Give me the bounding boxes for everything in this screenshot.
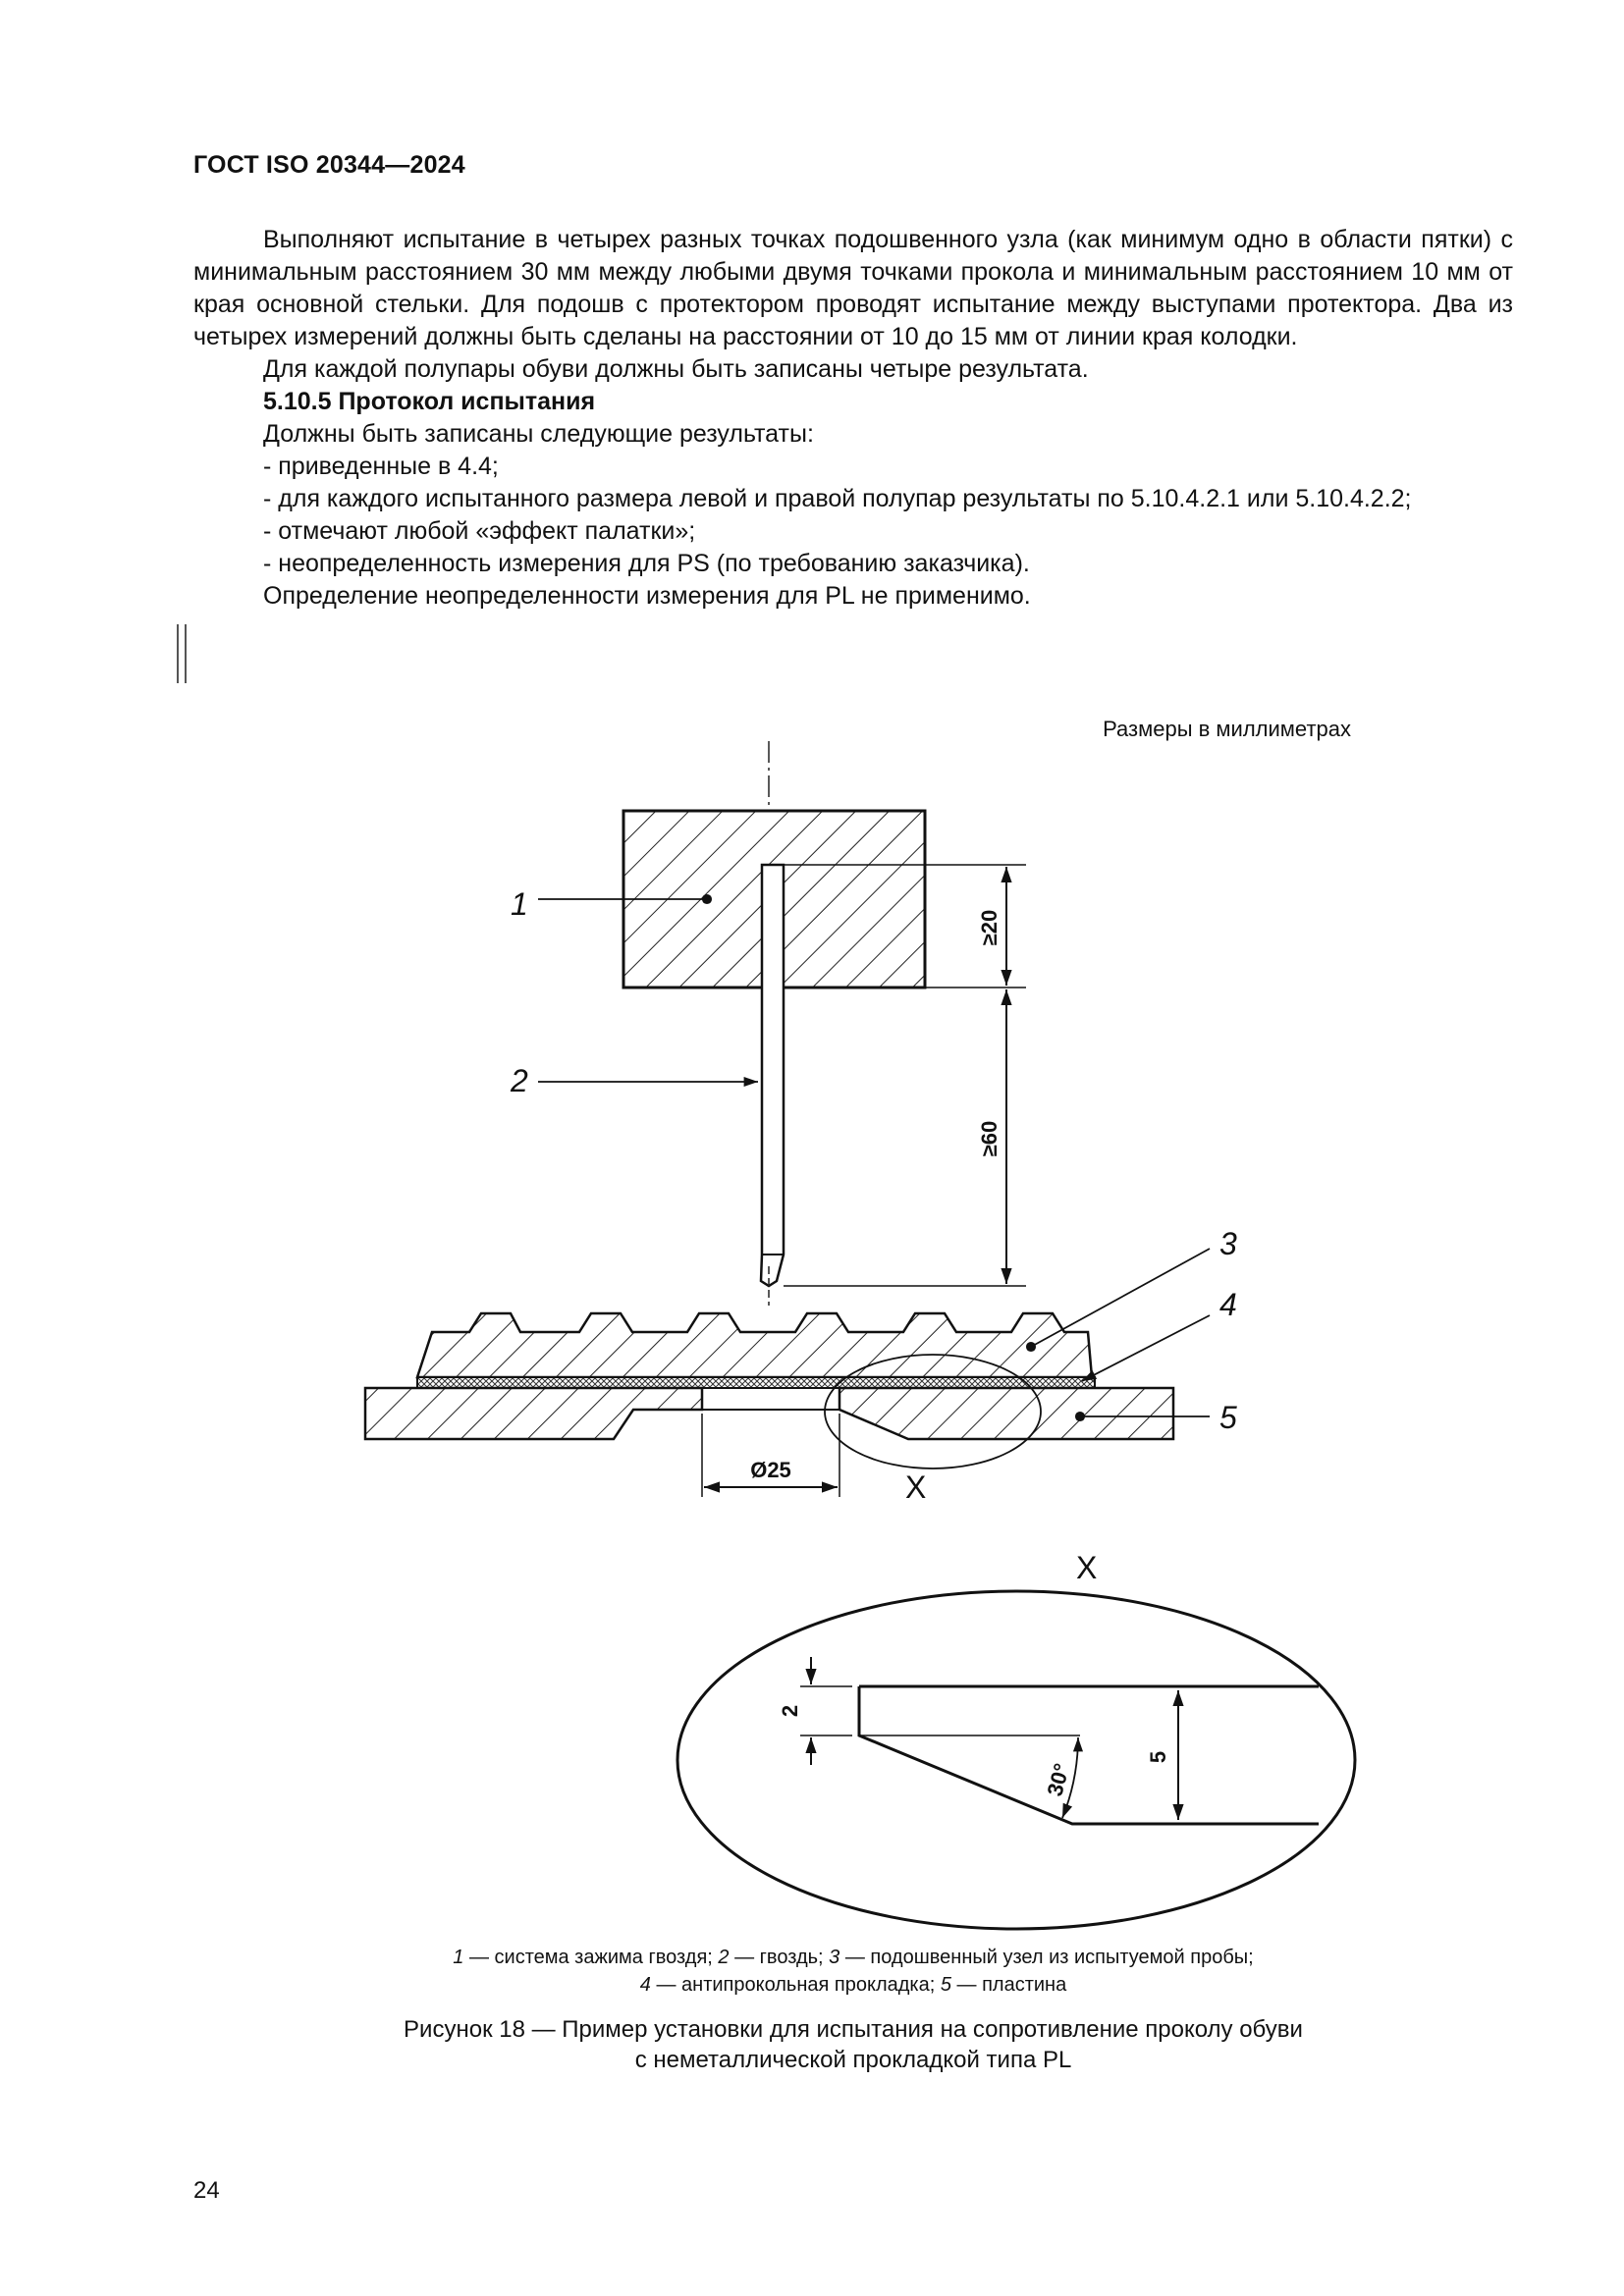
dim-label: 5	[1146, 1750, 1170, 1764]
legend-key: 5	[940, 1974, 951, 1996]
list-item: - приведенные в 4.4;	[263, 453, 499, 480]
dim-label: Ø25	[750, 1458, 791, 1482]
units-note: Размеры в миллиметрах	[1103, 717, 1351, 741]
plate	[365, 1388, 702, 1439]
paragraph-test-points: Выполняют испытание в четырех разных точках подошвенного узла (как минимум одно в области пятки) с минимальным расстоянием 30 мм между любыми двумя точками прокола и минимальным расстоянием 10 мм от края основной стельки. Для подошв с протектором проводят испытание между выступами протектора. Два из четырех измерений должны быть сделаны на расстоянии от 10 до 15 мм от линии края колодки.	[193, 226, 1513, 350]
dim-label: 2	[778, 1704, 802, 1718]
callout-label: 2	[511, 1063, 528, 1098]
dim-label: 30°	[1042, 1760, 1075, 1799]
figure-caption	[193, 2014, 1513, 2075]
legend-key: 4	[639, 1974, 651, 1996]
list-item: - отмечают любой «эффект палатки»;	[263, 517, 696, 545]
caption-line: с неметаллической прокладкой типа PL	[634, 2047, 1072, 2073]
legend-text: — гвоздь;	[729, 1947, 830, 1968]
callout-label: 3	[1219, 1226, 1237, 1261]
detail-view	[677, 1591, 1355, 1929]
callout-label: 5	[1219, 1400, 1237, 1435]
section-heading: 5.10.5 Протокол испытания	[263, 388, 596, 415]
plate-edge-detail	[859, 1686, 1319, 1824]
legend-text: — подошвенный узел из испытуемой пробы;	[839, 1947, 1254, 1968]
legend-key: 3	[829, 1947, 840, 1968]
legend-key: 1	[453, 1947, 464, 1968]
legend-text: — антипрокольная прокладка;	[650, 1974, 941, 1996]
paragraph-results-count: Для каждой полупары обуви должны быть записаны четыре результата.	[263, 355, 1089, 383]
callout-label: 1	[511, 886, 528, 922]
legend-text: — система зажима гвоздя;	[463, 1947, 719, 1968]
paragraph-results-intro: Должны быть записаны следующие результаты:	[263, 420, 814, 448]
plate	[839, 1388, 1173, 1439]
nail	[761, 865, 784, 1286]
dim-label: ≥20	[977, 909, 1001, 946]
paragraph-pl-note: Определение неопределенности измерения для PL не применимо.	[263, 582, 1031, 610]
caption-line: Рисунок 18 — Пример установки для испытания на сопротивление проколу обуви	[404, 2016, 1303, 2043]
legend-key: 2	[718, 1947, 730, 1968]
dim-label: ≥60	[977, 1120, 1001, 1157]
sole-unit	[417, 1313, 1092, 1377]
list-item: - неопределенность измерения для PS (по требованию заказчика).	[263, 550, 1030, 577]
figure-legend	[193, 1944, 1513, 1999]
page-number: 24	[193, 2177, 220, 2204]
legend-text: — пластина	[950, 1974, 1067, 1996]
detail-title: X	[1076, 1550, 1098, 1585]
callout-label: 4	[1219, 1287, 1237, 1322]
anti-penetration-insert	[417, 1377, 1095, 1388]
document-header: ГОСТ ISO 20344—2024	[193, 151, 465, 179]
detail-mark: X	[905, 1469, 927, 1505]
list-item: - для каждого испытанного размера левой и правой полупар результаты по 5.10.4.2.1 или 5.10.4.2.2;	[263, 485, 1412, 512]
